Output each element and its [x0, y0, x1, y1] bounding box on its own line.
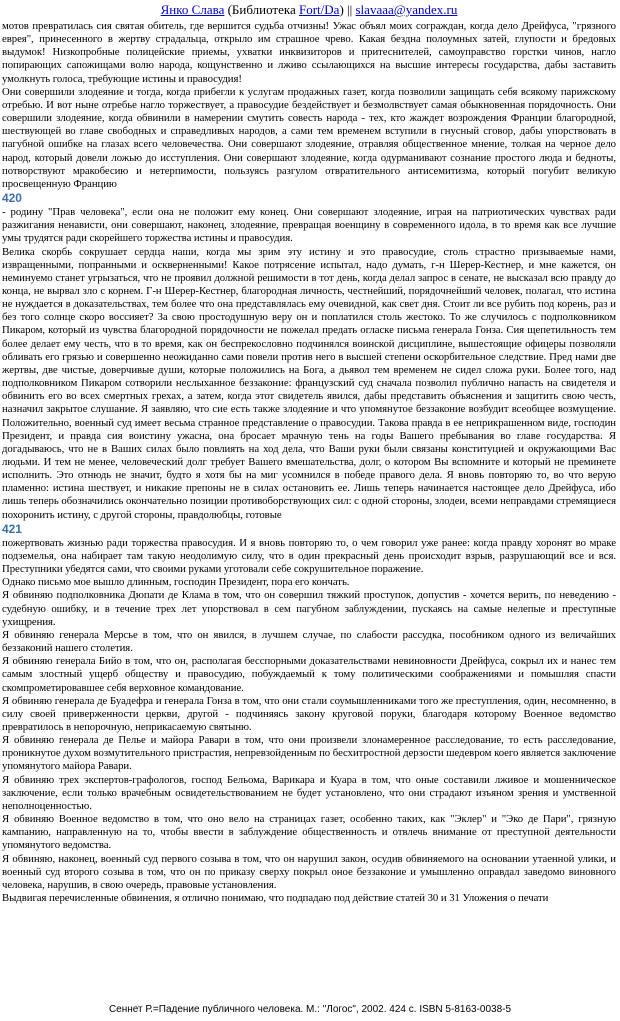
page-marker-420: 420 — [2, 191, 22, 206]
email-link[interactable]: slavaaa@yandex.ru — [355, 2, 458, 17]
page — [2, 0, 616, 905]
paragraph: Я обвиняю генерала Бийо в том, что он, располагая бесспорными доказательствами невиновности Дрейфуса, сокрыл их и нанес тем самым злостный ущерб обществу и правосудию, побуждаемый к тому политическими соображениями и помышляя спасти скомпрометировавшее себя верховное командование. — [2, 655, 616, 694]
library-link[interactable]: Fort/Da — [299, 2, 340, 17]
library-suffix: ) || — [339, 2, 356, 17]
paragraph: Я обвиняю, наконец, военный суд первого созыва в том, что он нарушил закон, осудив обвиняемого на основании утаенной улики, и военный суд второго созыва в том, что он по приказу сверху покрыл оное беззаконие и умышленно оправдал заведомо виновного человека, нарушив, в свою очередь, правовые установления. — [2, 852, 616, 891]
paragraph: Велика скорбь сокрушает сердца наши, когда мы зрим эту истину и это правосудие, столь страстно призываемые нами, извращенными, попранными и оскверненными! Какое потрясение испытал, надо думать, г-н Шерер-Кестнер, и мне кажется, он неминуемо станет угрызаться, что не проявил должной решимости в тот день, когда делал запрос в сенате, не высказал всю правду до конца, не вырвал зло с корнем. Г-н Шерер-Кестнер, благородная личность, честнейший, порядочнейший человек, полагал, что истина не нуждается в доказательствах, тем более что она представлялась ему очевидной, как свет дня. Стоит ли все рубить под корень, раз и без того солнце скоро воссияет? За свою простодушную веру он и поплатился столь жестоко. То же случилось с подполковником Пикаром, который из чувства благородной порядочности не пожелал предать огласке письма генерала Гонза. Сия щепетильность тем более делает ему честь, что в то время, как он беспрекословно подчинялся воинской дисциплине, вышестоящие офицеры позволяли обливать его грязью и совершенно неожиданно сами повели против него в высшей степени оскорбительное следствие. Пред нами две жертвы, две чистые, доверчивые души, которые положились на Бога, а дьявол тем временем не сидел сложа руки. Более того, над подполковником Пикаром сотворили неслыханное беззаконие: французский суд сначала позволил публично напасть на свидетеля и обвинить его во всех смертных грехах, а затем, когда этот свидетель явился, дабы представить объяснения и защитить свою честь, назначил закрытое слушание. Я заявляю, что сие есть также злодеяние и что упомянутое беззаконие возбудит всеобщее возмущение. Положительно, военный суд имеет весьма странное представление о правосудии. Такова правда в ее неприкрашенном виде, господин Президент, и правда сия воистину ужасна, она бросает мрачную тень на годы Вашего пребывания во главе государства. Я догадываюсь, что не в Ваших силах было повлиять на ход дела, что Ваши руки были связаны конституцией и окружающими Вас людьми. И тем не менее, человеческий долг требует Вашего вмешательства, долг, о котором Вы вспомните и который не преминете исполнить. Это отнюдь не значит, будто я хотя бы на миг усомнился в победе правого дела. Я вновь повторяю то, во что верую пламенно: истина шествует, и никакие препоны не в силах остановить ее. Лишь теперь начинается настоящее дело Дрейфуса, ибо лишь теперь обозначились окончательно позиции противоборствующих сил: с одной стороны, злодеи, всеми неправдами стремящиеся похоронить истину, с другой стороны, правдолюбцы, готовые — [2, 245, 616, 521]
paragraph: Выдвигая перечисленные обвинения, я отлично понимаю, что подпадаю под действие статей 30 и 31 Уложения о печати — [2, 892, 549, 904]
paragraph: Я обвиняю трех экспертов-графологов, господ Бельома, Варикара и Куара в том, что оные составили лживое и мошенническое заключение, если только врачебным освидетельствованием не будет установлено, что они страдают изъяном зрения и умственной неполноценностью. — [2, 773, 616, 812]
page-marker-421: 421 — [2, 521, 22, 536]
page-footer: Сеннет Р.=Падение публичного человека. М.: "Логос", 2002. 424 с. ISBN 5-8163-0038-5 — [108, 1004, 512, 1015]
page-header — [2, 1, 616, 20]
paragraph: Я обвиняю генерала де Буадефра и генерала Гонза в том, что они стали соумышленниками того же преступления, один, несомненно, в силу своей приверженности церкви, другой - подчиняясь закону круговой поруки, благодаря которому Военное ведомство превратилось в непорочную, неприкасаемую святыню. — [2, 694, 616, 733]
paragraph: Я обвиняю подполковника Дюпати де Клама в том, что он совершил тяжкий проступок, допустив - хочется верить, по неведению - судебную ошибку, и в течение трех лет упорствовал в сем пагубном заблуждении, пускаясь на самые нелепые и преступные ухищрения. — [2, 589, 616, 628]
paragraph: Я обвиняю Военное ведомство в том, что оно вело на страницах газет, особенно таких, как "Эклер" и "Эко де Пари", грязную кампанию, направленную на то, чтобы ввести в заблуждение общественность и отвлечь внимание от преступной деятельности упомянутого ведомства. — [2, 813, 616, 852]
body-text — [2, 20, 616, 905]
paragraph: Они совершили злодеяние и тогда, когда прибегли к услугам продажных газет, когда позволили защищать себя всякому парижскому отребью. И вот ныне отребье нагло торжествует, а правосудие бездействует и безмолвствует самая обыкновенная порядочность. Они совершили злодеяние, когда обвинили в намерении смутить совесть народа - тех, кто жаждет возрождения Франции благородной, шествующей во главе свободных и справедливых народов, а сами тем временем вступили в гнусный сговор, дабы упорствовать в пагубной ошибке на глазах всего человечества. Они совершают злодеяние, отравляя общественное мнение, толкая на черное дело народ, который довели ложью до исступления. Они совершают злодеяние, когда одурманивают сознание простого люда и бедноты, потворствуют мракобесию и нетерпимости, пользуясь разгулом отвратительного антисемитизма, который погубит великую просвещенную Францию — [2, 85, 616, 190]
paragraph: - родину "Прав человека", если она не положит ему конец. Они совершают злодеяние, играя на патриотических чувствах ради разжигания ненависти, они совершают, наконец, злодеяние, превращая военщину в современного идола, в то время как все лучшие умы трудятся ради скорейшего торжества истины и правосудия. — [2, 206, 616, 245]
paragraph: мотов превратилась сия святая обитель, где вершится судьба отчизны! Ужас объял моих сограждан, когда дело Дрейфуса, "грязного еврея", принесенного в жертву страдальца, открыло им страшное чрево. Какая бездна полоумных затей, глупости и бредовых выдумок! Низкопробные полицейские приемы, ухватки инквизиторов и притеснителей, самоуправство горстки чинов, нагло попирающих сапожищами волю народа, кощунственно и лживо ссылающихся на высшие интересы государства, дабы заставить умолкнуть голоса, требующие истины и правосудия! — [2, 20, 616, 85]
author-link[interactable]: Янко Слава — [160, 2, 225, 17]
paragraph: Однако письмо мое вышло длинным, господин Президент, пора его кончать. — [2, 576, 350, 589]
paragraph: Я обвиняю генерала де Пелье и майора Равари в том, что они произвели злонамеренное расследование, то есть расследование, проникнутое духом возмутительного пристрастия, непревзойденным по бесхитростной дерзости шедевром коего является заключение упомянутого майора Равари. — [2, 734, 616, 773]
paragraph: Я обвиняю генерала Мерсье в том, что он явился, в лучшем случае, по слабости рассудка, пособником одного из величайших беззаконий нашего столетия. — [2, 628, 616, 655]
paragraph: пожертвовать жизнью ради торжества правосудия. И я вновь повторяю то, о чем говорил уже ранее: когда правду хоронят во мраке подземелья, она набирает там такую неодолимую силу, что в один прекрасный день происходит взрыв, разрушающий все и вся. Преступники убедятся сами, что своими руками уготовали себе сокрушительное поражение. — [2, 536, 616, 576]
library-prefix: (Библиотека — [224, 2, 299, 17]
